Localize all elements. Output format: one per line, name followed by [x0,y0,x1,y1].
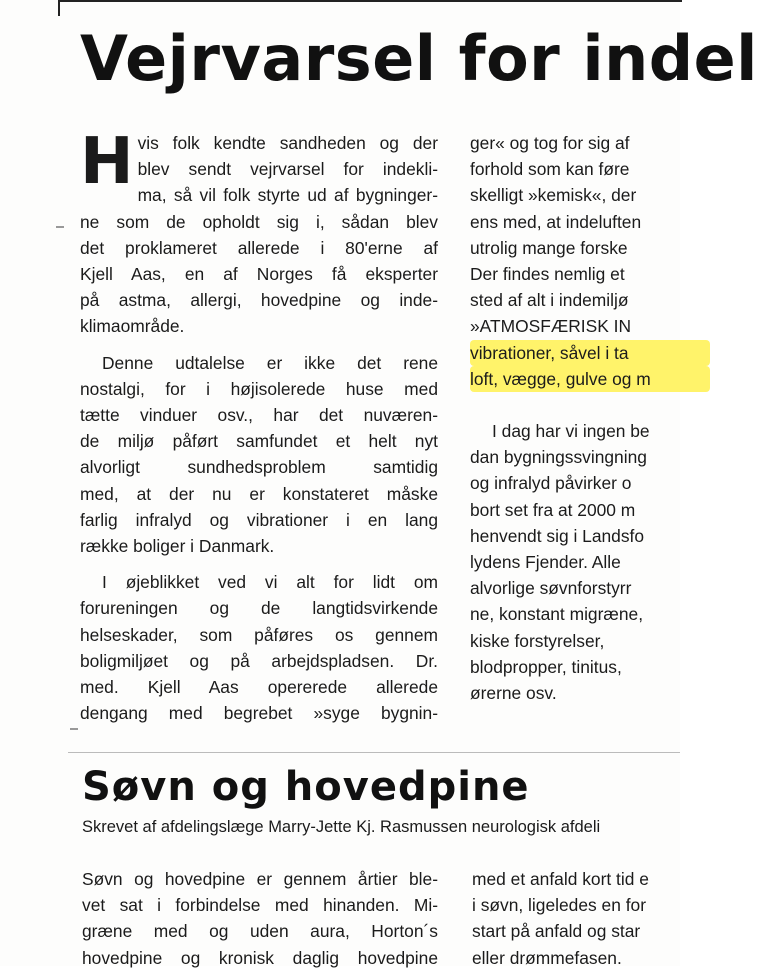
text-line: i søvn, ligeledes en for [472,895,646,916]
article-right-column [470,130,710,706]
scan-mark [56,226,64,228]
paragraph-6 [82,866,438,971]
text-line: bort set fra at 2000 m [470,499,636,520]
text-line: Søvn og hovedpine er gennem årtier ble- [82,869,438,889]
text-line: forhold som kan føre [470,159,630,180]
paragraph-4 [470,130,710,392]
text-line: ger« og tog for sig af [470,133,630,153]
text-line: ne som de opholdt sig i, sådan blev [80,211,438,232]
page-frame [58,0,682,16]
text-line: utrolig mange forske [470,237,628,258]
text-line: kiske forstyrelser, [470,630,605,651]
paragraph-3 [80,569,438,726]
text-line: lydens Fjender. Alle [470,552,621,573]
text-line: »ATMOSFÆRISK IN [470,316,632,337]
text-line: sted af alt i indemiljø [470,290,629,311]
text-line: på astma, allergi, hovedpine og inde- [80,290,438,311]
text-line: alvorligt sundhedsproblem samtidig [80,457,438,478]
article-title: Vejrvarsel for indel [80,22,758,95]
text-line: eller drømmefasen. [472,947,622,968]
byline: Skrevet af afdelingslæge Marry-Jette Kj. Rasmussen neurologisk afdeli [82,818,601,836]
text-line: ens med, at indeluften [470,211,642,232]
text-line: række boliger i Danmark. [80,536,275,557]
text-line: og infralyd påvirker o [470,473,632,494]
text-line: ne, konstant migræne, [470,604,644,625]
text-line: græne med og uden aura, Horton´s [82,921,438,942]
text-line: farlig infralyd og vibrationer i en lang [80,509,438,530]
text-line: I øjeblikket ved vi alt for lidt om [102,572,438,593]
text-line: med, at der nu er konstateret måske [80,483,438,504]
text-line: med et anfald kort tid e [472,869,649,889]
scan-mark [70,728,78,730]
highlighted-line: loft, vægge, gulve og m [470,366,710,392]
text-line: boligmiljøet og på arbejdspladsen. Dr. [80,650,438,671]
text-line: med. Kjell Aas opererede allerede [80,677,438,698]
section-left-column [82,866,438,971]
text-line: I dag har vi ingen be [492,421,650,442]
text-line: dengang med begrebet »syge bygnin- [80,703,438,724]
text-line: henvendt sig i Landsfo [470,525,645,546]
text-line: alvorlige søvnforstyrr [470,578,632,599]
section-title: Søvn og hovedpine [82,764,530,810]
text-line: blev sendt vejrvarsel for indekli- [137,159,438,180]
text-line: det proklameret allerede i 80'erne af [80,237,438,258]
text-line: nostalgi, for i højisolerede huse med [80,378,438,399]
paragraph-7 [472,866,712,971]
paragraph-1 [80,125,438,340]
text-line: start på anfald og star [472,921,641,942]
section-right-column [472,866,712,971]
text-line: klimaområde. [80,316,185,337]
text-line: hovedpine og kronisk daglig hovedpine [82,947,438,968]
text-line: forureningen og de langtidsvirkende [80,598,438,619]
text-line: tætte vinduer osv., har det nuværen- [80,405,438,426]
text-line: Denne udtalelse er ikke det rene [102,352,438,373]
highlighted-line: vibrationer, såvel i ta [470,340,710,366]
drop-cap: H [80,125,134,199]
text-line: ma, så vil folk styrte ud af bygninger- [137,185,438,206]
text-line: Kjell Aas, en af Norges få eksperter [80,264,438,285]
text-line: Der findes nemlig et [470,264,625,285]
text-line: vis folk kendte sandheden og der [137,133,438,153]
article-left-column [80,125,438,726]
section-divider [68,752,680,753]
paragraph-5 [470,418,710,706]
text-line: de miljø påført samfundet et helt nyt [80,431,438,452]
text-line: ørerne osv. [470,683,557,704]
text-line: dan bygningssvingning [470,447,647,468]
text-line: skelligt »kemisk«, der [470,185,637,206]
paragraph-2 [80,350,438,560]
text-line: blodpropper, tinitus, [470,656,622,677]
text-line: vet sat i forbindelse med hinanden. Mi- [82,895,438,916]
text-line: helseskader, som påføres os gennem [80,624,438,645]
